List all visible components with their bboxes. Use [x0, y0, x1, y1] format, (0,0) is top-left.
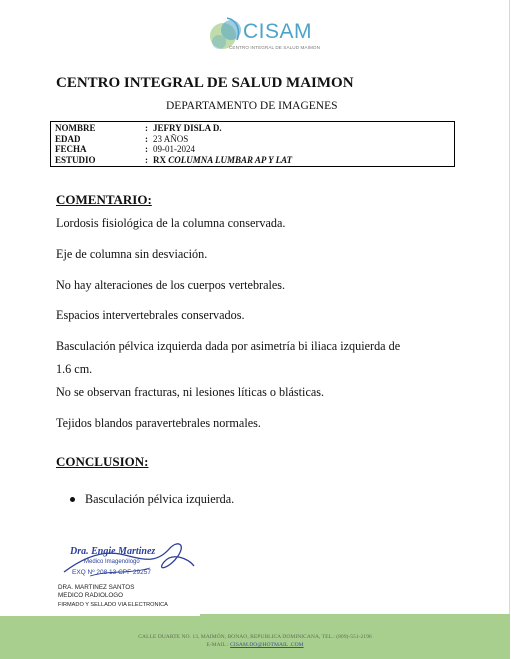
logo-word: CISAM [243, 20, 313, 43]
department-title: DEPARTAMENTO DE IMAGENES [166, 100, 338, 112]
cisam-logo [207, 12, 319, 58]
conclusion-list-item [70, 492, 234, 507]
info-label: NOMBRE [55, 123, 96, 133]
info-separator: : [145, 144, 148, 154]
comentario-line: Lordosis fisiológica de la columna conservada. [56, 216, 286, 230]
signer-title: MEDICO RADIOLOGO [58, 592, 124, 599]
comentario-line: 1.6 cm. [56, 362, 93, 376]
conclusion-item-text: Basculación pélvica izquierda. [85, 492, 235, 506]
info-row-estudio [55, 155, 450, 166]
info-separator: : [145, 154, 148, 165]
info-value-estudio: COLUMNA LUMBAR AP Y LAT [168, 154, 293, 165]
stamp-name: Dra. Engie Martinez [70, 546, 156, 557]
document-title: CENTRO INTEGRAL DE SALUD MAIMON [56, 75, 354, 91]
info-value-edad: 23 AÑOS [153, 133, 189, 144]
info-value-estudio-prefix: RX [153, 154, 166, 165]
info-label: ESTUDIO [55, 154, 96, 165]
comentario-line: Tejidos blandos paravertebrales normales. [56, 416, 261, 430]
info-row-edad [55, 134, 450, 145]
info-value-fecha: 09-01-2024 [153, 144, 195, 154]
patient-info-box [50, 121, 455, 167]
doctor-stamp [62, 544, 190, 584]
signer-name: DRA. MARTINEZ SANTOS [58, 584, 135, 591]
comentario-heading: COMENTARIO: [56, 192, 152, 207]
footer-address: CALLE DUARTE NO. 13, MAIMÓN, BONAO, REPUBLICA DOMINICANA, TEL.: (809)-551-2196 [138, 634, 372, 640]
footer-email-label: E-MAIL : [206, 642, 229, 648]
info-row-fecha [55, 144, 450, 155]
comentario-line: Basculación pélvica izquierda dada por asimetría bi iliaca izquierda de [56, 339, 401, 353]
signature-block [58, 584, 168, 609]
footer-text [0, 633, 510, 649]
comentario-line: Eje de columna sin desviación. [56, 247, 208, 261]
comentario-line: No se observan fracturas, ni lesiones líticas o blásticas. [56, 385, 325, 399]
stamp-role: Medico Imagenólogo [84, 559, 140, 565]
signature-note: FIRMADO Y SELLADO VIA ELECTRONICA [58, 602, 168, 608]
footer-email-link[interactable]: CISAM.DO@HOTMAIL .COM [230, 642, 304, 648]
info-value-nombre: JEFRY DISLA D. [153, 123, 222, 133]
bullet-icon [70, 497, 75, 502]
comentario-line: No hay alteraciones de los cuerpos vertebrales. [56, 278, 286, 292]
info-separator: : [145, 123, 148, 133]
info-label: FECHA [55, 144, 87, 154]
info-separator: : [145, 133, 148, 144]
footer-email-line [0, 641, 510, 649]
comentario-line: Espacios intervertebrales conservados. [56, 308, 245, 322]
conclusion-heading: CONCLUSION: [56, 454, 149, 469]
info-row-nombre [55, 123, 450, 134]
stamp-exequatur: EXQ Nº 208 13 CPF 29257 [72, 569, 151, 576]
logo-subtitle: CENTRO INTEGRAL DE SALUD MAIMON [229, 45, 320, 50]
info-label: EDAD [55, 133, 81, 144]
